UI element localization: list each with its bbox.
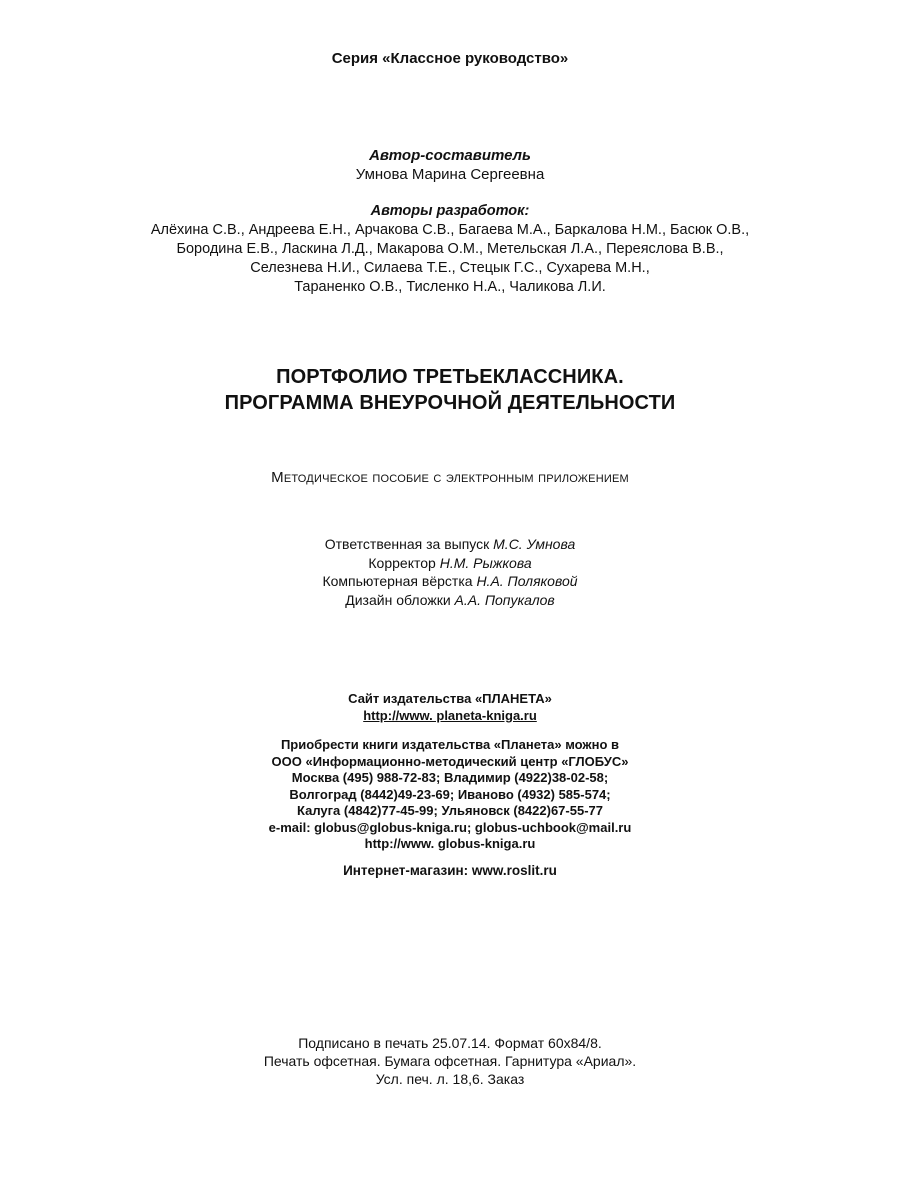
credit-line: Корректор Н.М. Рыжкова: [368, 554, 532, 571]
series-title: Серия «Классное руководство»: [331, 50, 569, 67]
compiler-label: Автор-составитель: [369, 147, 531, 164]
online-shop: Интернет-магазин: www.roslit.ru: [343, 863, 557, 878]
contact-url-line: http://www. globus-kniga.ru: [364, 836, 536, 851]
compiler-name: Умнова Марина Сергеевна: [355, 166, 545, 183]
book-title: [0, 364, 900, 416]
print-details-line: Печать офсетная. Бумага офсетная. Гарнитура «Ариал».: [263, 1053, 637, 1069]
authors-label: Авторы разработок:: [370, 203, 530, 219]
authors-line: Бородина Е.В., Ласкина Л.Д., Макарова О.М., Метельская Л.А., Переяслова В.В.,: [176, 241, 724, 257]
book-subtitle: Методическое пособие с электронным приложением: [271, 469, 629, 486]
print-details-line: Подписано в печать 25.07.14. Формат 60x84/8.: [298, 1035, 602, 1051]
publisher-site-label: Сайт издательства «ПЛАНЕТА»: [348, 691, 552, 706]
print-details-line: Усл. печ. л. 18,6. Заказ: [375, 1071, 525, 1087]
credit-line: Компьютерная вёрстка Н.А. Поляковой: [322, 573, 578, 589]
credits-block: [0, 535, 900, 609]
publisher-site-link[interactable]: http://www. planeta-kniga.ru: [363, 708, 537, 723]
print-details: [0, 1034, 900, 1088]
credit-line: Ответственная за выпуск М.С. Умнова: [324, 536, 576, 552]
authors-line: Алёхина С.В., Андреева Е.Н., Арчакова С.В., Багаева М.А., Баркалова Н.М., Басюк О.В.,: [150, 222, 750, 238]
credit-line: Дизайн обложки А.А. Попукалов: [345, 591, 555, 608]
contact-line: Приобрести книги издательства «Планета» можно в: [280, 737, 620, 752]
contact-line: Москва (495) 988-72-83; Владимир (4922)38-02-58;: [291, 770, 609, 785]
distributor-contacts: [0, 737, 900, 853]
authors-line: Селезнева Н.И., Силаева Т.Е., Стецык Г.С., Сухарева М.Н.,: [250, 260, 650, 276]
compiler-block: [0, 146, 900, 184]
book-title-line1: ПОРТФОЛИО ТРЕТЬЕКЛАССНИКА.: [276, 366, 624, 388]
authors-block: [0, 202, 900, 297]
book-title-line2: ПРОГРАММА ВНЕУРОЧНОЙ ДЕЯТЕЛЬНОСТИ: [224, 392, 676, 414]
contact-line: Волгоград (8442)49-23-69; Иваново (4932) 585-574;: [289, 786, 611, 802]
contact-line: Калуга (4842)77-45-99; Ульяновск (8422)67-55-77: [297, 803, 603, 818]
authors-line: Тараненко О.В., Тисленко Н.А., Чаликова Л.И.: [294, 279, 606, 295]
contact-line: ООО «Информационно-методический центр «ГЛОБУС»: [271, 753, 629, 769]
publisher-site: [0, 690, 900, 724]
contact-email-line: e-mail: globus@globus-kniga.ru; globus-uchbook@mail.ru: [268, 819, 632, 835]
